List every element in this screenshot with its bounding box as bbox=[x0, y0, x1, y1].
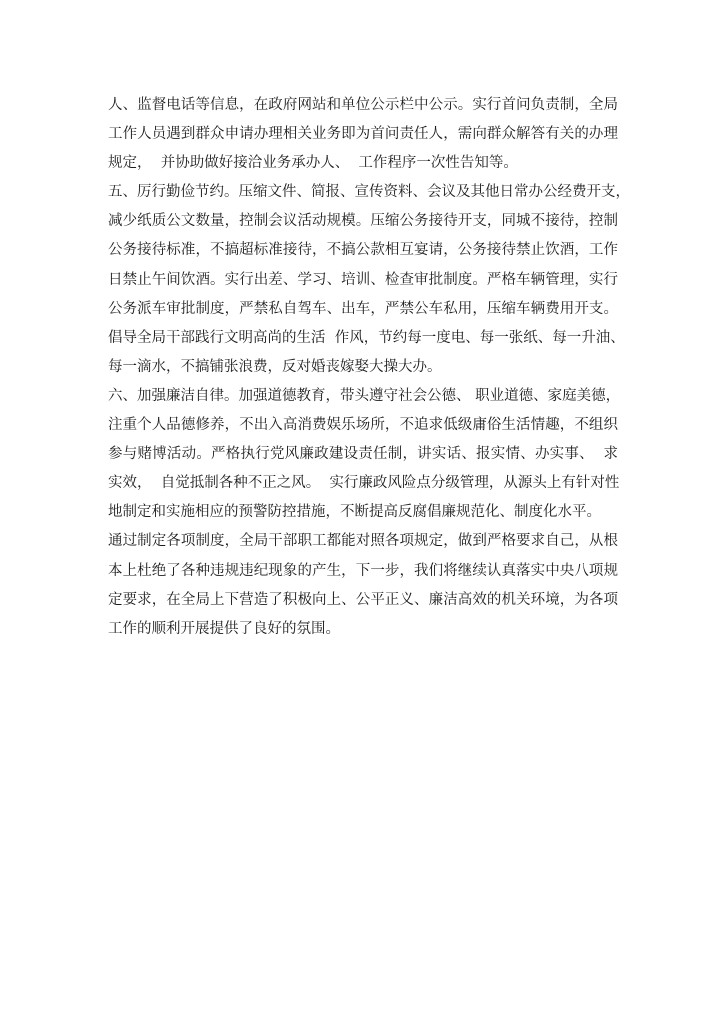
text-line: 五、厉行勤俭节约。压缩文件、简报、宣传资料、会议及其他日常办公经费开支， bbox=[108, 184, 630, 201]
text-line: 通过制定各项制度，全局干部职工都能对照各项规定，做到严格要求自己，从根 bbox=[108, 533, 618, 550]
text-line: 公务接待标准，不搞超标准接待，不搞公款相互宴请，公务接待禁止饮酒，工作 bbox=[108, 242, 618, 259]
text-line: 人、监督电话等信息，在政府网站和单位公示栏中公示。实行首问负责制，全局 bbox=[108, 97, 618, 113]
text-line: 参与赌博活动。严格执行党风廉政建设责任制，讲实话、报实情、办实事、 求 bbox=[108, 446, 618, 463]
text-line: 公务派车审批制度，严禁私自驾车、出车，严禁公车私用，压缩车辆费用开支。 bbox=[108, 300, 618, 317]
text-line: 工作人员遇到群众申请办理相关业务即为首问责任人，需向群众解答有关的办理 bbox=[108, 126, 618, 143]
document-body bbox=[108, 91, 630, 644]
text-line: 倡导全局干部践行文明高尚的生活 作风，节约每一度电、每一张纸、每一升油、 bbox=[108, 329, 625, 346]
text-line: 工作的顺利开展提供了良好的氛围。 bbox=[108, 620, 340, 637]
text-line: 注重个人品德修养，不出入高消费娱乐场所，不追求低级庸俗生活情趣，不组织 bbox=[108, 417, 618, 434]
text-line: 日禁止午间饮酒。实行出差、学习、培训、检查审批制度。严格车辆管理，实行 bbox=[108, 271, 618, 288]
text-line: 每一滴水，不搞铺张浪费，反对婚丧嫁娶大操大办。 bbox=[108, 358, 442, 375]
text-line: 规定， 并协助做好接洽业务承办人、 工作程序一次性告知等。 bbox=[108, 155, 518, 172]
text-line: 六、加强廉洁自律。加强道德教育，带头遵守社会公德、 职业道德、家庭美德， bbox=[108, 387, 621, 404]
text-line: 减少纸质公文数量，控制会议活动规模。压缩公务接待开支，同城不接待，控制 bbox=[108, 213, 618, 230]
text-line: 地制定和实施相应的预警防控措施，不断提高反腐倡廉规范化、制度化水平。 bbox=[108, 504, 601, 521]
text-line: 实效， 自觉抵制各种不正之风。 实行廉政风险点分级管理，从源头上有针对性 bbox=[108, 475, 620, 492]
text-line: 本上杜绝了各种违规违纪现象的产生，下一步，我们将继续认真落实中央八项规 bbox=[108, 562, 618, 579]
text-line: 定要求，在全局上下营造了积极向上、公平正义、廉洁高效的机关环境，为各项 bbox=[108, 591, 618, 608]
